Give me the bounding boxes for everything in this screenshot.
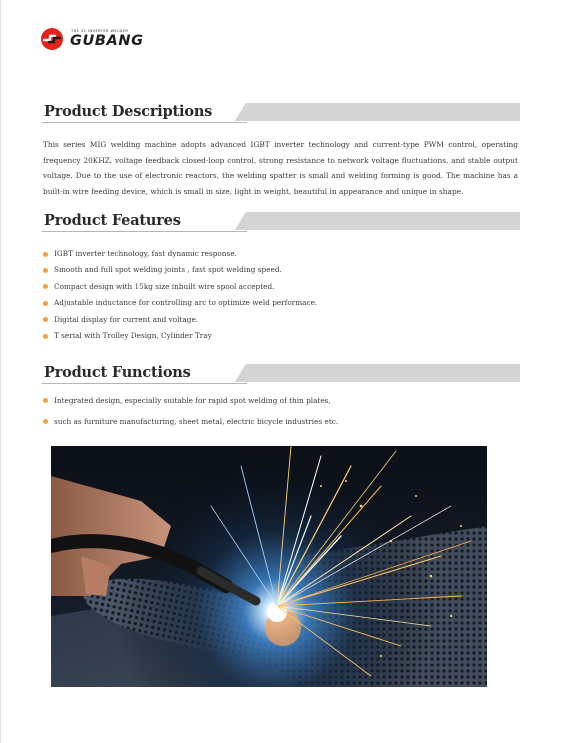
bullet-icon bbox=[43, 398, 48, 403]
feature-text: T serial with Trolley Design, Cylinder Tray bbox=[54, 331, 212, 341]
feature-text: Smooth and full spot welding joints , fast spot welding speed. bbox=[54, 265, 282, 275]
feature-text: Compact design with 15kg size inbuilt wire spool accepted. bbox=[54, 281, 275, 291]
welding-photo bbox=[51, 446, 487, 687]
feature-text: Digital display for current and voltage. bbox=[54, 314, 199, 324]
list-item bbox=[43, 262, 317, 278]
bullet-icon bbox=[43, 301, 48, 306]
list-item bbox=[43, 279, 317, 295]
header-underline bbox=[42, 383, 247, 384]
section-header-descriptions bbox=[42, 103, 520, 123]
list-item bbox=[43, 390, 338, 411]
section-header-features bbox=[42, 212, 520, 232]
list-item bbox=[43, 295, 317, 311]
list-item bbox=[43, 328, 317, 344]
bullet-icon bbox=[43, 334, 48, 339]
section-title: Product Descriptions bbox=[44, 103, 213, 120]
welding-photo-image bbox=[51, 446, 487, 687]
bullet-icon bbox=[43, 419, 48, 424]
gubang-logo-mark-icon bbox=[40, 27, 64, 51]
logo-tagline: THE 3C INVERTER WELDER bbox=[71, 29, 129, 33]
function-text: Integrated design, especially suitable for rapid spot welding of thin plates, bbox=[54, 396, 331, 405]
list-item bbox=[43, 246, 317, 262]
bullet-icon bbox=[43, 268, 48, 273]
header-underline bbox=[42, 122, 247, 123]
bullet-icon bbox=[43, 252, 48, 257]
section-title: Product Functions bbox=[44, 364, 191, 381]
list-item bbox=[43, 411, 338, 432]
section-title: Product Features bbox=[44, 212, 181, 229]
description-paragraph: This series MIG welding machine adopts advanced IGBT inverter technology and current-type PWM control, operating frequency 20KHZ, voltage feedback closed-loop control, strong resistance to network voltage fluctuations, and stable output voltage. Due to the use of electronic reactors, the welding spatter is small and welding forming is good. The machine has a built-in wire feeding device, which is small in size, light in weight, beautiful in appearance and unique in shape. bbox=[43, 140, 518, 196]
header-underline bbox=[42, 231, 247, 232]
bullet-icon bbox=[43, 317, 48, 322]
features-list bbox=[43, 246, 317, 344]
section-header-functions bbox=[42, 364, 520, 384]
functions-list bbox=[43, 390, 338, 432]
bullet-icon bbox=[43, 284, 48, 289]
logo-name: GUBANG bbox=[70, 33, 144, 49]
list-item bbox=[43, 312, 317, 328]
feature-text: IGBT inverter technology, fast dynamic response. bbox=[54, 249, 237, 258]
company-logo bbox=[40, 26, 144, 52]
function-text: such as furniture manufacturing, sheet metal, electric bicycle industries etc. bbox=[54, 417, 339, 426]
feature-text: Adjustable inductance for controlling arc to optimize weld performace. bbox=[54, 298, 318, 308]
page-border bbox=[0, 0, 1, 743]
